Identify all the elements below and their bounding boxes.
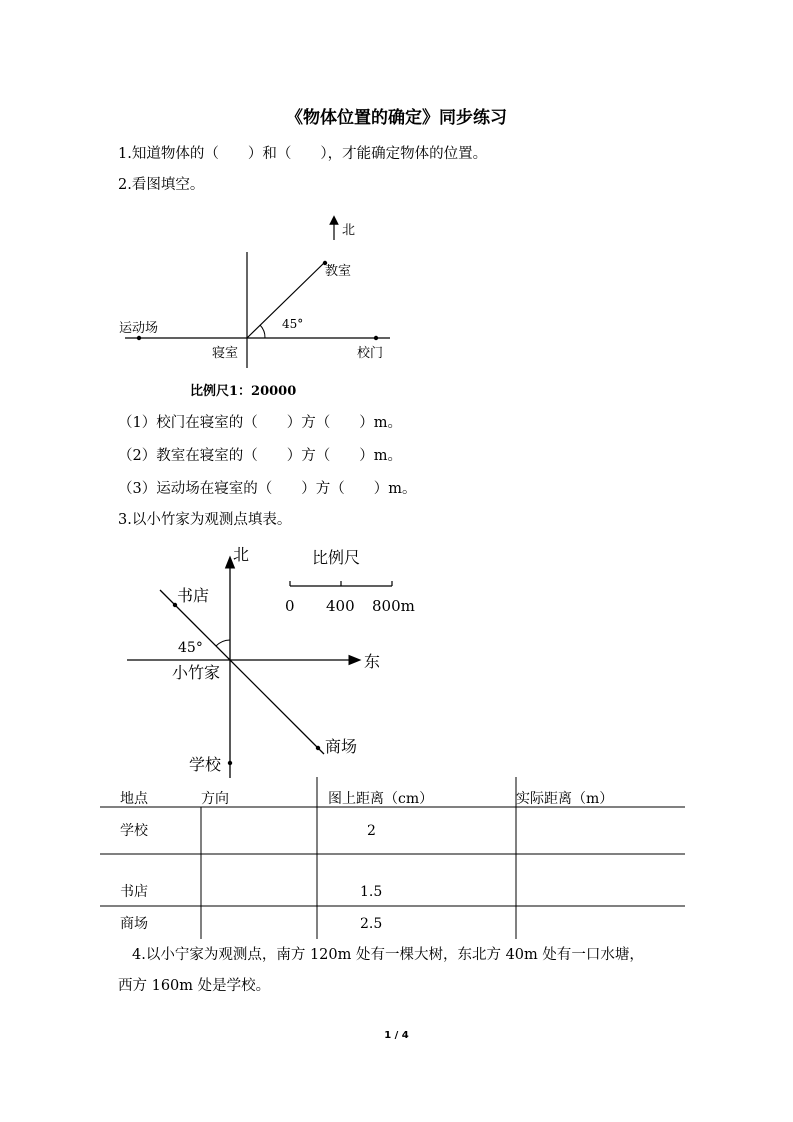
table-header-direction: 方向 (201, 791, 229, 807)
classroom-label: 教室 (325, 264, 352, 279)
question-4-line-2: 西方 160m 处是学校。 (118, 978, 271, 994)
table-row-3-map-distance: 2.5 (360, 916, 383, 932)
scale-label-800: 800m (372, 597, 415, 615)
north-label: 北 (342, 223, 356, 238)
table-header-place: 地点 (120, 791, 148, 807)
angle-label: 45° (282, 317, 304, 331)
school-label: 学校 (189, 755, 222, 774)
playground-label: 运动场 (119, 321, 159, 336)
table-row-3-place: 商场 (120, 916, 148, 932)
question-2-item-2: （2）教室在寝室的（ ）方（ ）m。 (118, 448, 402, 464)
angle-label-2: 45° (178, 640, 203, 656)
figure-home-map (0, 535, 793, 780)
answer-table (100, 777, 685, 939)
table-row-1-place: 学校 (120, 823, 148, 839)
east-label: 东 (364, 652, 381, 671)
question-2-item-1: （1）校门在寝室的（ ）方（ ）m。 (118, 415, 402, 431)
dorm-label: 寝室 (212, 346, 239, 361)
gate-label: 校门 (357, 346, 384, 361)
question-3: 3.以小竹家为观测点填表。 (118, 512, 292, 528)
mall-point (316, 746, 320, 750)
mall-label: 商场 (325, 737, 358, 756)
question-2-item-3: （3）运动场在寝室的（ ）方（ ）m。 (118, 481, 417, 497)
north-label-2: 北 (233, 545, 250, 564)
bookstore-label: 书店 (177, 586, 210, 605)
scale-label-0: 0 (285, 597, 295, 615)
question-4-line-1: 4.以小宁家为观测点，南方 120m 处有一棵大树，东北方 40m 处有一口水塘， (132, 947, 644, 963)
question-1: 1.知道物体的（ ）和（ ），才能确定物体的位置。 (118, 146, 488, 162)
home-label: 小竹家 (172, 663, 221, 682)
scale-label: 比例尺1：20000 (190, 384, 297, 399)
table-header-map-distance: 图上距离（cm） (328, 791, 434, 807)
school-point (228, 761, 232, 765)
page-number: 1 / 4 (384, 1030, 409, 1041)
playground-point (137, 336, 141, 340)
table-header-actual-distance: 实际距离（m） (516, 791, 614, 807)
table-row-1-map-distance: 2 (367, 823, 376, 839)
scale-label-400: 400 (326, 597, 355, 615)
page-title: 《物体位置的确定》同步练习 (286, 108, 507, 128)
figure-dorm-map (0, 0, 793, 410)
table-row-2-place: 书店 (120, 884, 148, 900)
table-row-2-map-distance: 1.5 (360, 884, 383, 900)
angle-arc (260, 325, 265, 338)
scale-title: 比例尺 (312, 548, 361, 567)
question-2: 2.看图填空。 (118, 177, 205, 193)
gate-point (374, 336, 378, 340)
angle-arc-2 (216, 640, 230, 646)
